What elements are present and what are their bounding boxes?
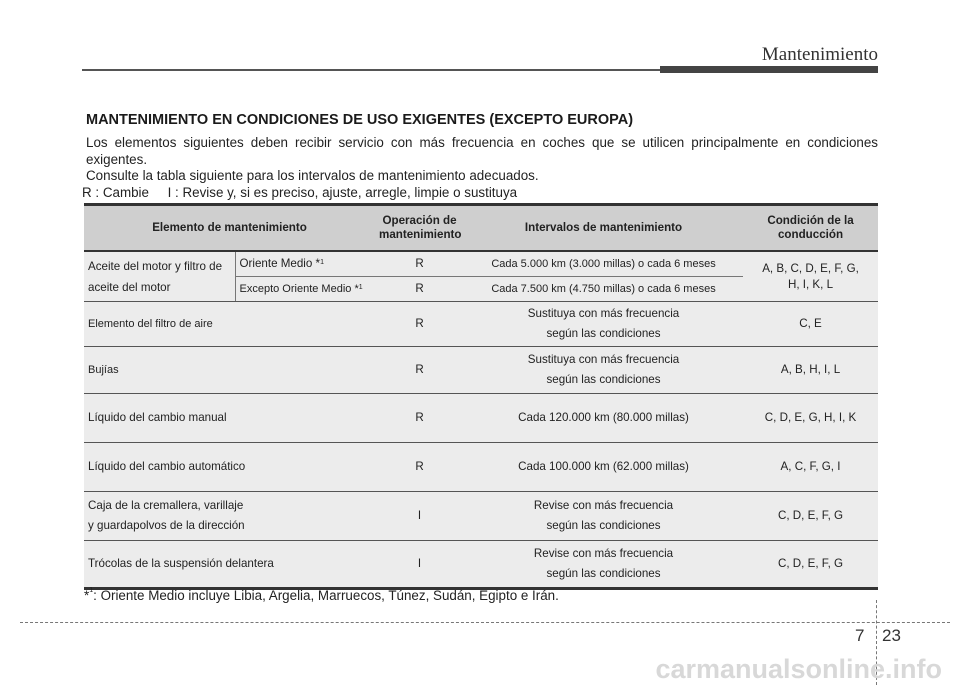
oil-region-1-label: Oriente Medio *: [239, 257, 321, 270]
row-interval-line2: según las condiciones: [546, 567, 661, 580]
row-op: I: [375, 492, 464, 541]
row-condition: C, E: [743, 302, 878, 347]
row-condition: C, D, E, F, G: [743, 492, 878, 541]
footnote-text: : Oriente Medio incluye Libia, Argelia, Marruecos, Túnez, Sudán, Egipto e Irán.: [93, 588, 559, 603]
oil-interval-2: Cada 7.500 km (4.750 millas) o cada 6 meses: [464, 277, 743, 302]
consult-paragraph: Consulte la tabla siguiente para los intervalos de mantenimiento adecuados.: [86, 168, 539, 183]
oil-region-2-sup: 1: [358, 284, 363, 291]
page-number: 23: [882, 626, 901, 645]
header-interval: Intervalos de mantenimiento: [464, 205, 743, 252]
oil-element-cell: [84, 251, 235, 302]
row-element: Elemento del filtro de aire: [84, 302, 375, 347]
table-row: [84, 394, 878, 443]
footer-dashed-rule: [20, 622, 950, 623]
page-section-number: 7: [855, 626, 865, 645]
maintenance-table: [84, 203, 878, 590]
row-interval: Cada 120.000 km (80.000 millas): [464, 394, 743, 443]
table-row: [84, 443, 878, 492]
oil-region-middle-east: [235, 251, 375, 277]
row-element: Líquido del cambio automático: [84, 443, 375, 492]
header-condition: Condición de la conducción: [743, 205, 878, 252]
row-op: I: [375, 541, 464, 589]
row-interval: [464, 541, 743, 589]
footnote-star: *: [84, 588, 90, 603]
oil-region-2-label: Excepto Oriente Medio *: [239, 283, 359, 295]
table-row: [84, 302, 878, 347]
watermark-text: carmanualsonline.info: [655, 654, 942, 684]
oil-op-1: R: [375, 251, 464, 277]
oil-region-1-sup: 1: [320, 259, 324, 266]
row-interval-line1: Revise con más frecuencia: [533, 547, 674, 560]
row-element: [84, 492, 375, 541]
row-op: R: [375, 347, 464, 394]
section-title: MANTENIMIENTO EN CONDICIONES DE USO EXIGENTES (EXCEPTO EUROPA): [86, 112, 634, 128]
header-rule-thick: [660, 66, 878, 73]
table-row: [84, 492, 878, 541]
table-header-row: [84, 205, 878, 252]
row-op: R: [375, 302, 464, 347]
row-interval: [464, 492, 743, 541]
table-row: [84, 251, 878, 277]
row-interval-line1: Revise con más frecuencia: [533, 499, 674, 512]
header-operation: Operación de mantenimiento: [375, 205, 464, 252]
header-element: Elemento de mantenimiento: [84, 205, 375, 252]
row-element: Líquido del cambio manual: [84, 394, 375, 443]
row-interval-line2: según las condiciones: [546, 373, 661, 386]
row-element-line2: y guardapolvos de la dirección: [88, 519, 245, 532]
oil-op-2: R: [375, 277, 464, 302]
row-interval-line1: Sustituya con más frecuencia: [527, 307, 680, 320]
row-interval: [464, 347, 743, 394]
row-condition: C, D, E, F, G: [743, 541, 878, 589]
page-header-title: Mantenimiento: [761, 44, 878, 65]
row-element: Bujías: [84, 347, 375, 394]
row-interval-line2: según las condiciones: [546, 519, 661, 532]
header-rule-thin: [82, 69, 662, 71]
row-op: R: [375, 394, 464, 443]
row-interval: [464, 302, 743, 347]
intro-paragraph: Los elementos siguientes deben recibir servicio con más frecuencia en coches que se utilicen principalmente en condiciones exigentes.: [86, 135, 878, 167]
oil-condition: A, B, C, D, E, F, G, H, I, K, L: [743, 251, 878, 302]
oil-element-line1: Aceite del motor y filtro de: [88, 259, 223, 273]
table-row: [84, 347, 878, 394]
row-interval-line1: Sustituya con más frecuencia: [527, 353, 680, 366]
row-condition: A, C, F, G, I: [743, 443, 878, 492]
footnote-sup: 1: [89, 587, 94, 594]
row-element: Trócolas de la suspensión delantera: [84, 541, 375, 589]
row-condition: C, D, E, G, H, I, K: [743, 394, 878, 443]
footnote: [84, 588, 884, 603]
oil-region-except-middle-east: [235, 277, 375, 302]
oil-interval-1: Cada 5.000 km (3.000 millas) o cada 6 meses: [464, 251, 743, 277]
row-interval: Cada 100.000 km (62.000 millas): [464, 443, 743, 492]
row-element-line1: Caja de la cremallera, varillaje: [88, 499, 244, 512]
row-condition: A, B, H, I, L: [743, 347, 878, 394]
legend-line: R : Cambie I : Revise y, si es preciso, ajuste, arregle, limpie o sustituya: [82, 185, 518, 200]
row-interval-line2: según las condiciones: [546, 327, 661, 340]
row-op: R: [375, 443, 464, 492]
oil-element-line2: aceite del motor: [88, 280, 171, 294]
table-row: [84, 541, 878, 589]
